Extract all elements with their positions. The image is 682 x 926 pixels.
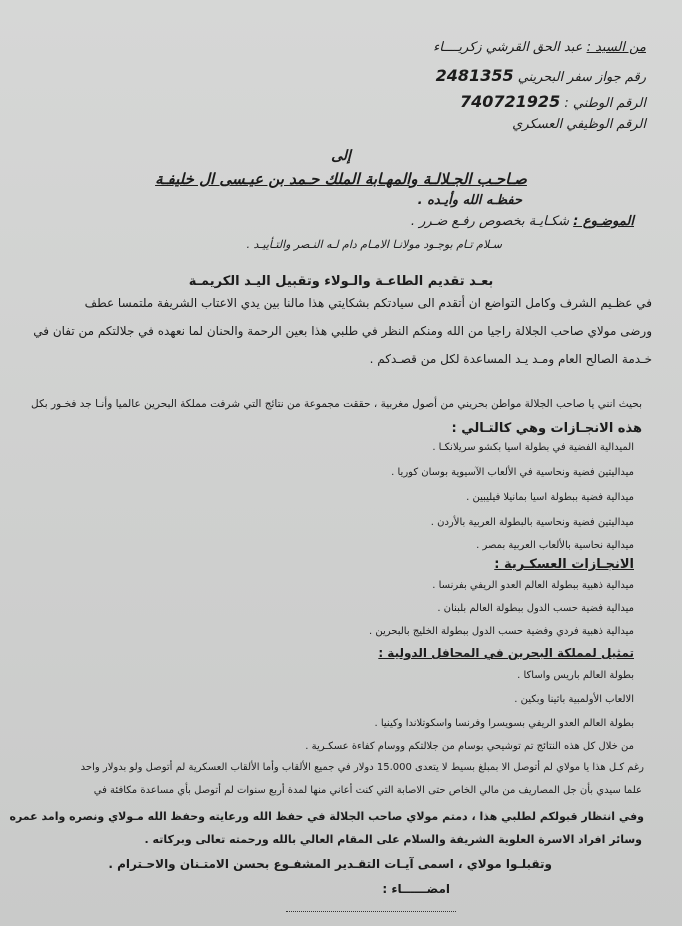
military-item: ميدالية ذهبية ببطولة العالم العدو الريفي بفرنسا . [432, 580, 634, 591]
military-item: ميدالية فضية حسب الدول ببطولة العالم بلبنان . [437, 603, 634, 614]
sports-item: ميدالية فضية ببطولة اسيا بمانيلا فيليبين . [466, 492, 634, 503]
sports-item: الميدالية الفضية في بطولة اسيا بكشو سريلانكـا . [432, 442, 634, 453]
closing-line: وسائر افراد الاسرة العلوية الشريفة والسلام على المقام العالي بالله ورحمته تعالى وبركاته . [144, 833, 642, 846]
intl-item: الالعاب الأولمبية باثينا وبكين . [514, 694, 634, 705]
signoff: وتقبلـوا مولاي ، اسمى آيـات التقـدير المشفـوع بحسن الامتـنان والاحـترام . [108, 857, 552, 871]
greeting: سـلام تـام بوجـود مولانـا الامـام دام لـه النـصر والتـأييـد . [246, 238, 502, 251]
from-label: من السيد : [586, 40, 646, 55]
closing-line: من خلال كل هذه النتائج تم توشيحي بوسام من جلالتكم ووسام كفاءة عسكـرية . [305, 741, 634, 752]
intl-heading: تمثيل لمملكة البحرين في المحافل الدولية : [378, 646, 634, 660]
passport-label: رقم جواز سفر البحريني [517, 70, 646, 85]
para1-line: ورضى مولاي صاحب الجلالة راجيا من الله ومنكم النظر في طلبي هذا بعين الرحمة والحنان لما نعهده في جلالتكم من تفان في [33, 324, 652, 338]
closing-line: رغم كـل هذا يا مولاي لم أتوصل الا بمبلغ بسيط لا يتعدى 15.000 دولار في جميع الألقاب وأما الألقاب العسكرية لم أتوصل ولو بدولار واحد [80, 762, 644, 773]
subject-text: شكـايـة بخصوص رفـع ضـرر . [410, 214, 569, 229]
para1-line: خـدمة الصالح العام ومـد يـد المساعدة لكل من قصـدكم . [369, 352, 652, 366]
sports-item: ميدالية نحاسية بالألعاب العربية بمصر . [476, 540, 634, 551]
subject-label: الموضـوع : [573, 214, 634, 229]
para2-line: بحيث انني يا صاحب الجلالة مواطن بحريني من أصول مغربية ، حققت مجموعة من نتائج التي شرفت مملكة البحرين عالميا وأنـا جد فخـور بكل [31, 398, 642, 410]
national-label: الرقم الوطني : [564, 96, 646, 111]
closing-line: وفي انتظار قبولكم لطلبي هذا ، دمتم مولاي صاحب الجلالة في حفظ الله ورعايته وحفظ الله مـولاي ونصره وامد عمره [9, 810, 644, 823]
signature-line [286, 911, 456, 912]
military-item: ميدالية ذهبية فردي وفضية حسب الدول ببطولة الخليج بالبحرين . [369, 626, 634, 637]
recipient-blessing: حفظـه الله وأيـده . [417, 193, 522, 208]
sender-national [460, 92, 646, 111]
sports-item: ميداليتين فضية ونحاسية في الألعاب الآسيوية بوسان كوريا . [391, 467, 634, 478]
military-heading: الانجـازات العسكـرية : [494, 557, 634, 572]
para1-line: في عظـيم الشرف وكامل التواضع ان أتقدم الى سيادتكم بشكايتي هذا مالنا بين يدي الاعتاب الشريفة ملتمسا عطف [84, 296, 652, 310]
sports-item: ميداليتين فضية ونحاسية بالبطولة العربية بالأردن . [430, 517, 634, 528]
intro-line: بعـد تقديم الطاعـة والـولاء وتقبيل اليـد الكريمـة [188, 274, 494, 289]
intl-item: بطولة العالم العدو الريفي بسويسرا وفرنسا واسكوتلاندا وكينيا . [374, 718, 634, 729]
para2-line: هذه الانجـازات وهي كالتـالي : [451, 421, 642, 436]
passport-number: 2481355 [435, 66, 514, 85]
closing-line: علما سيدي بأن جل المصاريف من مالي الخاص حتى الاصابة التي كنت أعاني منها لمدة أربع سنوات لم أتوصل بأي مساعدة مكافئة في [93, 785, 642, 796]
recipient-title: صـاحـب الجـلالـة والمهـابة الملك حـمد بن عيـسى ال خليفـة [155, 170, 527, 188]
subject [411, 214, 634, 229]
military-label: الرقم الوظيفي العسكري [512, 117, 646, 132]
signature-label: امضــــــاء : [382, 882, 450, 896]
national-number: 740721925 [460, 92, 561, 111]
sender-passport [436, 66, 646, 85]
recipient-to: إلى [331, 148, 351, 164]
from-name: عبد الحق القرشي زكريــــاء [433, 40, 583, 55]
intl-item: بطولة العالم باريس واساكا . [517, 670, 634, 681]
sender-from [433, 40, 646, 55]
sender-military [512, 117, 646, 132]
